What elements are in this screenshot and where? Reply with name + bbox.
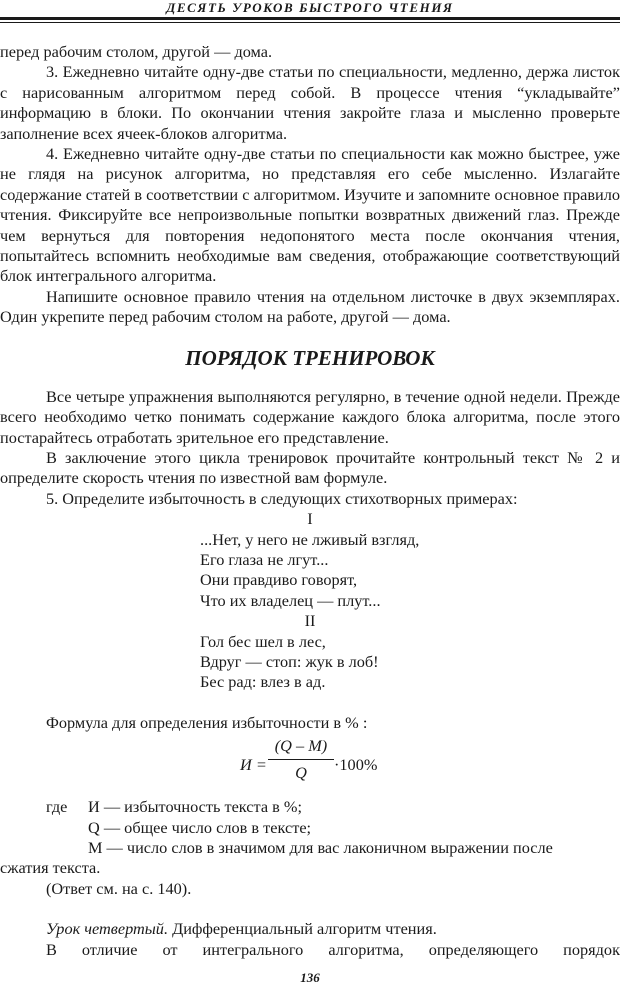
paragraph-lesson: В отличие от интегрального алгоритма, определяющего порядок [46, 939, 620, 959]
lesson-heading [0, 919, 620, 939]
poem-1 [0, 509, 620, 611]
lesson-title: Дифференциальный алгоритм чтения. [168, 919, 437, 939]
legend-where: где [46, 797, 68, 817]
poem-line: Бес рад: влез в ад. [200, 672, 326, 692]
running-head: ДЕСЯТЬ УРОКОВ БЫСТРОГО ЧТЕНИЯ [166, 0, 454, 15]
formula-lhs: И = [240, 755, 267, 775]
formula-denominator: Q [295, 763, 307, 783]
formula-rhs: ·100% [334, 755, 378, 775]
poem-numeral: I [307, 509, 313, 529]
paragraph-training-2: В заключение этого цикла тренировок прочитайте контрольный текст № 2 и определите скорость чтения по известной вам формуле. [0, 447, 620, 488]
section-title: ПОРЯДОК ТРЕНИРОВОК [185, 345, 435, 370]
poem-2 [0, 611, 620, 693]
lesson-label: Урок четвертый. [46, 919, 169, 939]
poem-line: Что их владелец — плут... [200, 590, 381, 610]
legend-item-cont: сжатия текста. [0, 858, 101, 878]
poem-line: Они правдиво говорят, [200, 570, 358, 590]
paragraph-training-1: Все четыре упражнения выполняются регулярно, в течение одной недели. Прежде всего необходимо четко понимать содержание каждого блока алгоритма, после этого постарайтесь отработать зрительное его представление. [0, 386, 620, 447]
formula-intro: Формула для определения избыточности в % : [46, 712, 368, 732]
formula-numerator: (Q – M) [274, 736, 328, 756]
answer-reference: (Ответ см. на с. 140). [46, 878, 192, 898]
redundancy-formula [0, 735, 620, 793]
formula-legend [0, 797, 620, 899]
poem-line: Гол бес шел в лес, [200, 631, 326, 651]
legend-item: M — число слов в значимом для вас лаконичном выражении после [88, 838, 553, 857]
paragraph-rule-note: Напишите основное правило чтения на отдельном листочке в двух экземплярах. Один укрепите перед рабочим столом на работе, другой — дома. [0, 286, 620, 327]
paragraph-continuation: перед рабочим столом, другой — дома. [0, 42, 273, 61]
paragraph-step-4: 4. Ежедневно читайте одну-две статьи по специальности как можно быстрее, уже не глядя на рисунок алгоритма, но представляя его себе мысленно. Излагайте содержание статей в соответствии с алгоритмом. Изучите и запомните основное правило чтения. Фиксируйте все непроизвольные попытки возвратных движений глаз. Прежде чем вернуться для повторения недопонятого места после окончания чтения, попытайтесь вспомнить необходимые вам сведения, отображающие соответствующий блок интегрального алгоритма. [0, 144, 620, 286]
page-number: 136 [300, 970, 320, 985]
header-rule-thick [0, 17, 620, 20]
formula-fraction [268, 735, 334, 784]
poem-line: ...Нет, у него не лживый взгляд, [200, 529, 420, 549]
poem-line: Вдруг — стоп: жук в лоб! [200, 651, 379, 671]
fraction-bar [268, 759, 334, 760]
legend-item: Q — общее число слов в тексте; [88, 817, 312, 837]
poem-numeral: II [304, 611, 316, 631]
paragraph-step-3: 3. Ежедневно читайте одну-две статьи по специальности, медленно, держа листок с нарисованным алгоритмом перед собой. В процессе чтения “укладывайте” информацию в блоки. По окончании чтения закройте глаза и мысленно проверьте заполнение всех ячеек-блоков алгоритма. [0, 62, 620, 143]
legend-item: И — избыточность текста в %; [88, 797, 302, 817]
poem-line: Его глаза не лгут... [200, 549, 329, 569]
header-rule-thin [0, 22, 620, 23]
paragraph-task-5: 5. Определите избыточность в следующих стихотворных примерах: [46, 488, 518, 508]
page-body [0, 42, 620, 960]
